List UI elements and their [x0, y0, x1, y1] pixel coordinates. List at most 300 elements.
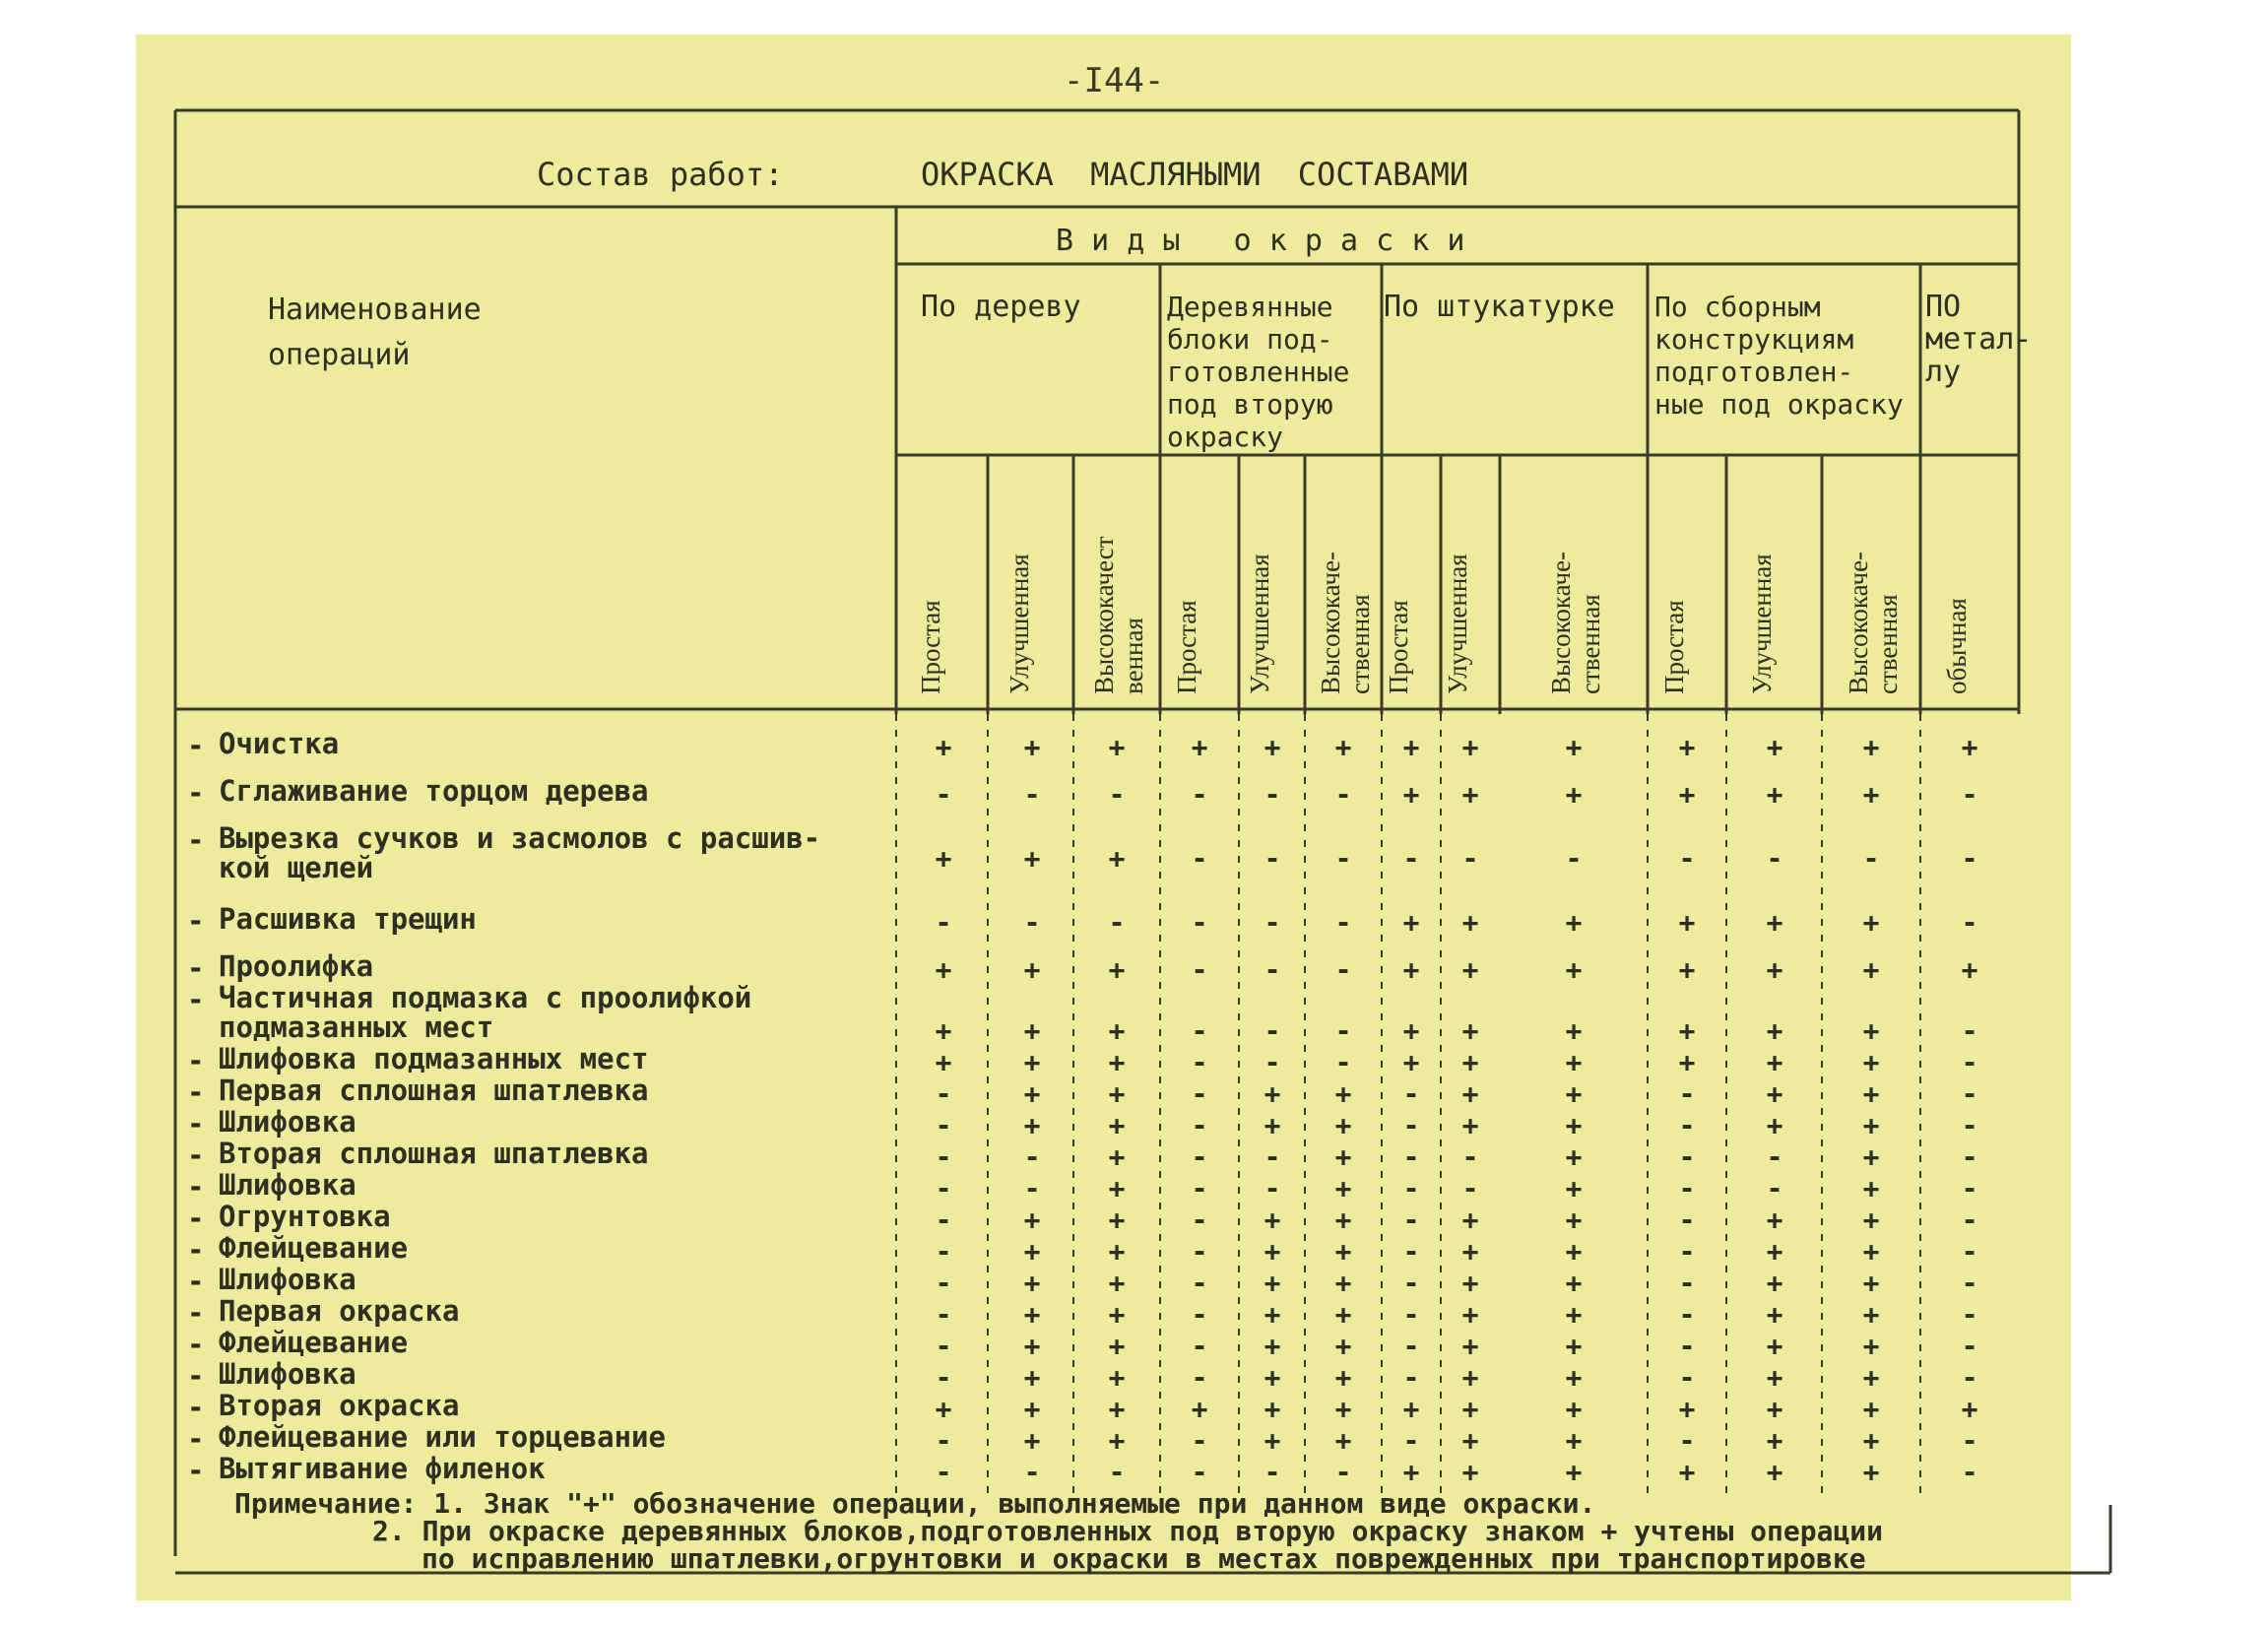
mark-cell: +: [1862, 1140, 1880, 1173]
mark-cell: +: [1108, 1204, 1126, 1236]
mark-cell: -: [1678, 1424, 1696, 1457]
mark-cell: +: [1961, 953, 1978, 986]
mark-cell: +: [935, 953, 952, 986]
mark-cell: +: [1023, 1109, 1041, 1141]
mark-cell: +: [1565, 1014, 1583, 1047]
mark-cell: -: [1961, 1330, 1978, 1362]
operations-column-header: Наименование операций: [268, 293, 482, 372]
mark-cell: +: [1766, 1361, 1783, 1394]
mark-cell: +: [1565, 1393, 1583, 1425]
mark-cell: -: [1334, 1014, 1352, 1047]
mark-cell: -: [1402, 1204, 1420, 1236]
mark-cell: +: [1862, 1109, 1880, 1141]
mark-cell: +: [1461, 1424, 1479, 1457]
row-bullet: -: [187, 1359, 205, 1393]
mark-cell: -: [1402, 1140, 1420, 1173]
mark-cell: +: [1023, 1424, 1041, 1457]
mark-cell: +: [1678, 953, 1696, 986]
mark-cell: +: [1862, 778, 1880, 811]
mark-cell: +: [1023, 1046, 1041, 1078]
mark-cell: -: [1191, 1298, 1208, 1331]
mark-cell: -: [1402, 1298, 1420, 1331]
mark-cell: +: [1334, 1172, 1352, 1205]
mark-cell: +: [1264, 1424, 1281, 1457]
mark-cell: +: [1862, 1204, 1880, 1236]
mark-cell: -: [1264, 1140, 1281, 1173]
mark-cell: +: [1023, 731, 1041, 763]
subcolumn-label: Высококаче- ственная: [1844, 551, 1903, 694]
mark-cell: -: [1023, 778, 1041, 811]
mark-cell: -: [1961, 1204, 1978, 1236]
mark-cell: -: [1678, 1298, 1696, 1331]
mark-cell: +: [1264, 731, 1281, 763]
mark-cell: +: [1023, 1267, 1041, 1299]
mark-cell: +: [1862, 1267, 1880, 1299]
subcolumn-label: Простая: [1659, 600, 1689, 694]
mark-cell: -: [1334, 953, 1352, 986]
mark-cell: -: [1402, 1330, 1420, 1362]
mark-cell: +: [1461, 1077, 1479, 1110]
paint-types-header: В и д ы о к р а с к и: [1056, 224, 1465, 258]
title-label: Состав работ:: [537, 156, 784, 193]
mark-cell: +: [1334, 1204, 1352, 1236]
mark-cell: +: [1402, 1393, 1420, 1425]
mark-cell: +: [1191, 1393, 1208, 1425]
mark-cell: +: [1862, 1014, 1880, 1047]
mark-cell: +: [1108, 1109, 1126, 1141]
mark-cell: +: [1334, 1077, 1352, 1110]
mark-cell: +: [1334, 1109, 1352, 1141]
mark-cell: -: [1678, 1330, 1696, 1362]
mark-cell: -: [1678, 1077, 1696, 1110]
row-bullet: -: [187, 1328, 205, 1361]
mark-cell: +: [1766, 778, 1783, 811]
mark-cell: -: [1402, 1109, 1420, 1141]
mark-cell: -: [1961, 1298, 1978, 1331]
mark-cell: +: [1023, 1393, 1041, 1425]
mark-cell: -: [935, 1361, 952, 1394]
mark-cell: +: [1191, 731, 1208, 763]
mark-cell: +: [1565, 1172, 1583, 1205]
mark-cell: +: [1678, 731, 1696, 763]
mark-cell: +: [1862, 906, 1880, 939]
mark-cell: +: [1678, 1014, 1696, 1047]
row-bullet: -: [187, 951, 205, 985]
mark-cell: -: [1402, 1172, 1420, 1205]
subcolumn-label: Простая: [1172, 600, 1201, 694]
group-plaster: По штукатурке: [1384, 290, 1615, 324]
mark-cell: -: [1678, 1109, 1696, 1141]
mark-cell: +: [1862, 1393, 1880, 1425]
mark-cell: -: [1191, 778, 1208, 811]
group-metal: ПО метал- лу: [1925, 290, 2033, 389]
mark-cell: +: [1108, 1172, 1126, 1205]
mark-cell: +: [1766, 1046, 1783, 1078]
mark-cell: +: [1108, 1298, 1126, 1331]
mark-cell: +: [1678, 1393, 1696, 1425]
mark-cell: -: [935, 1204, 952, 1236]
mark-cell: -: [1961, 1014, 1978, 1047]
mark-cell: +: [1023, 842, 1041, 875]
mark-cell: -: [1191, 953, 1208, 986]
mark-cell: +: [1766, 1204, 1783, 1236]
mark-cell: -: [1334, 1046, 1352, 1078]
operation-name: Вторая окраска: [219, 1389, 460, 1422]
mark-cell: -: [1961, 1235, 1978, 1268]
mark-cell: +: [1565, 1140, 1583, 1173]
mark-cell: +: [1264, 1204, 1281, 1236]
mark-cell: -: [1961, 1172, 1978, 1205]
mark-cell: +: [1565, 1077, 1583, 1110]
mark-cell: +: [1108, 1140, 1126, 1173]
note-1: Примечание: 1. Знак "+" обозначение операции, выполняемые при данном виде окраски.: [234, 1487, 1596, 1520]
row-bullet: -: [187, 1454, 205, 1487]
mark-cell: -: [935, 1109, 952, 1141]
mark-cell: +: [935, 1393, 952, 1425]
mark-cell: +: [1565, 1046, 1583, 1078]
mark-cell: +: [1565, 1330, 1583, 1362]
mark-cell: -: [1334, 842, 1352, 875]
mark-cell: +: [1461, 1456, 1479, 1488]
operation-name: Огрунтовка: [219, 1200, 391, 1233]
mark-cell: +: [1961, 731, 1978, 763]
operation-name: Сглаживание торцом дерева: [219, 774, 649, 808]
mark-cell: +: [1023, 1204, 1041, 1236]
mark-cell: +: [1565, 906, 1583, 939]
mark-cell: -: [1961, 1109, 1978, 1141]
mark-cell: -: [935, 1298, 952, 1331]
mark-cell: +: [1023, 1330, 1041, 1362]
row-bullet: -: [187, 1296, 205, 1330]
operation-name: Шлифовка: [219, 1357, 356, 1391]
mark-cell: +: [1678, 1046, 1696, 1078]
mark-cell: -: [1461, 842, 1479, 875]
mark-cell: -: [1862, 842, 1880, 875]
mark-cell: +: [1565, 1298, 1583, 1331]
mark-cell: -: [1678, 1235, 1696, 1268]
mark-cell: +: [1108, 1077, 1126, 1110]
mark-cell: -: [1565, 842, 1583, 875]
mark-cell: +: [1108, 1361, 1126, 1394]
mark-cell: -: [1264, 1014, 1281, 1047]
group-wood-blocks: Деревянные блоки под- готовленные под вторую окраску: [1167, 291, 1350, 453]
mark-cell: -: [935, 1235, 952, 1268]
mark-cell: -: [1678, 842, 1696, 875]
title-value: ОКРАСКА МАСЛЯНЫМИ СОСТАВАМИ: [921, 156, 1469, 193]
mark-cell: +: [1766, 953, 1783, 986]
mark-cell: -: [1191, 1330, 1208, 1362]
mark-cell: +: [1023, 1077, 1041, 1110]
mark-cell: -: [1264, 778, 1281, 811]
group-precast: По сборным конструкциям подготовлен- ные под окраску: [1654, 291, 1904, 421]
mark-cell: -: [1191, 1456, 1208, 1488]
mark-cell: +: [1264, 1077, 1281, 1110]
mark-cell: -: [935, 1456, 952, 1488]
mark-cell: -: [935, 1424, 952, 1457]
mark-cell: +: [1108, 953, 1126, 986]
mark-cell: -: [1264, 1172, 1281, 1205]
subcolumn-label: обычная: [1942, 598, 1972, 694]
mark-cell: +: [1565, 1267, 1583, 1299]
mark-cell: -: [1191, 1235, 1208, 1268]
operation-name: Первая сплошная шпатлевка: [219, 1074, 649, 1107]
row-bullet: -: [187, 1075, 205, 1109]
operation-name: Флейцевание или торцевание: [219, 1420, 666, 1454]
mark-cell: +: [1108, 1267, 1126, 1299]
mark-cell: +: [1862, 731, 1880, 763]
mark-cell: +: [1862, 1456, 1880, 1488]
mark-cell: +: [1108, 1046, 1126, 1078]
mark-cell: +: [1565, 1109, 1583, 1141]
mark-cell: +: [1862, 1235, 1880, 1268]
mark-cell: -: [1961, 1424, 1978, 1457]
mark-cell: -: [1961, 1456, 1978, 1488]
mark-cell: -: [1264, 953, 1281, 986]
mark-cell: +: [1766, 731, 1783, 763]
mark-cell: -: [1961, 842, 1978, 875]
mark-cell: +: [935, 1014, 952, 1047]
mark-cell: +: [1461, 953, 1479, 986]
row-bullet: -: [187, 1233, 205, 1267]
mark-cell: +: [1334, 1140, 1352, 1173]
mark-cell: +: [935, 731, 952, 763]
mark-cell: +: [1565, 1424, 1583, 1457]
mark-cell: +: [1108, 731, 1126, 763]
operation-name: Вытягивание филенок: [219, 1452, 546, 1485]
mark-cell: +: [1402, 1456, 1420, 1488]
mark-cell: +: [1766, 1235, 1783, 1268]
mark-cell: +: [1678, 778, 1696, 811]
mark-cell: +: [1766, 1267, 1783, 1299]
mark-cell: +: [1862, 1361, 1880, 1394]
operation-name: Шлифовка: [219, 1105, 356, 1139]
row-bullet: -: [187, 823, 205, 857]
mark-cell: +: [1264, 1393, 1281, 1425]
note-2: 2. При окраске деревянных блоков,подготовленных под вторую окраску знаком + учтены операции: [372, 1515, 1884, 1547]
mark-cell: -: [1678, 1140, 1696, 1173]
mark-cell: +: [1264, 1109, 1281, 1141]
mark-cell: +: [1334, 1298, 1352, 1331]
mark-cell: -: [1264, 1046, 1281, 1078]
mark-cell: -: [1108, 1456, 1126, 1488]
row-bullet: -: [187, 1139, 205, 1172]
mark-cell: -: [935, 906, 952, 939]
mark-cell: +: [1264, 1235, 1281, 1268]
mark-cell: -: [1766, 842, 1783, 875]
row-bullet: -: [187, 1202, 205, 1235]
mark-cell: +: [1565, 731, 1583, 763]
mark-cell: -: [1023, 906, 1041, 939]
mark-cell: +: [1766, 1424, 1783, 1457]
mark-cell: -: [1461, 1172, 1479, 1205]
mark-cell: -: [935, 1330, 952, 1362]
mark-cell: -: [1191, 1046, 1208, 1078]
mark-cell: -: [1961, 1046, 1978, 1078]
mark-cell: -: [1264, 1456, 1281, 1488]
mark-cell: +: [1334, 731, 1352, 763]
subcolumn-label: Высококаче- ственная: [1316, 551, 1375, 694]
mark-cell: +: [1766, 1298, 1783, 1331]
mark-cell: +: [1461, 1014, 1479, 1047]
mark-cell: +: [1023, 953, 1041, 986]
mark-cell: +: [1334, 1361, 1352, 1394]
mark-cell: +: [1023, 1298, 1041, 1331]
mark-cell: -: [1402, 1267, 1420, 1299]
mark-cell: -: [1678, 1172, 1696, 1205]
mark-cell: +: [1461, 1109, 1479, 1141]
mark-cell: +: [1461, 1046, 1479, 1078]
operation-name: Проолифка: [219, 949, 374, 983]
mark-cell: +: [1334, 1424, 1352, 1457]
operation-name: Шлифовка подмазанных мест: [219, 1042, 649, 1075]
mark-cell: +: [1766, 1077, 1783, 1110]
mark-cell: +: [1766, 1109, 1783, 1141]
page-number: -I44-: [1064, 61, 1165, 100]
mark-cell: -: [1191, 1140, 1208, 1173]
mark-cell: +: [1461, 1267, 1479, 1299]
mark-cell: -: [1334, 778, 1352, 811]
mark-cell: +: [1678, 906, 1696, 939]
mark-cell: -: [1402, 1424, 1420, 1457]
mark-cell: +: [1461, 1393, 1479, 1425]
operation-name: Вырезка сучков и засмолов с расшив- кой щелей: [219, 821, 821, 884]
mark-cell: +: [1264, 1298, 1281, 1331]
row-bullet: -: [187, 1422, 205, 1456]
row-bullet: -: [187, 776, 205, 810]
mark-cell: -: [1402, 1235, 1420, 1268]
mark-cell: -: [1191, 1077, 1208, 1110]
mark-cell: +: [1678, 1456, 1696, 1488]
subcolumn-label: Улучшенная: [1747, 554, 1777, 694]
subcolumn-label: Улучшенная: [1004, 554, 1034, 694]
operation-name: Флейцевание: [219, 1326, 409, 1359]
operation-name: Вторая сплошная шпатлевка: [219, 1137, 649, 1170]
mark-cell: +: [1108, 1014, 1126, 1047]
mark-cell: -: [1766, 1140, 1783, 1173]
mark-cell: -: [935, 1077, 952, 1110]
mark-cell: -: [935, 1140, 952, 1173]
mark-cell: +: [1264, 1330, 1281, 1362]
mark-cell: +: [1461, 1204, 1479, 1236]
mark-cell: +: [1766, 1456, 1783, 1488]
mark-cell: +: [1461, 1235, 1479, 1268]
mark-cell: +: [1108, 842, 1126, 875]
row-bullet: -: [187, 1265, 205, 1298]
mark-cell: -: [1402, 1361, 1420, 1394]
mark-cell: -: [1961, 1267, 1978, 1299]
operation-name: Шлифовка: [219, 1168, 356, 1202]
mark-cell: +: [1334, 1267, 1352, 1299]
subcolumn-label: Улучшенная: [1443, 554, 1472, 694]
mark-cell: +: [1402, 778, 1420, 811]
group-wood: По дереву: [921, 290, 1081, 324]
mark-cell: +: [1766, 1393, 1783, 1425]
row-bullet: -: [187, 1170, 205, 1204]
mark-cell: -: [1402, 842, 1420, 875]
mark-cell: -: [1191, 906, 1208, 939]
mark-cell: +: [1565, 1204, 1583, 1236]
mark-cell: -: [1108, 906, 1126, 939]
mark-cell: +: [1108, 1330, 1126, 1362]
mark-cell: -: [1334, 1456, 1352, 1488]
mark-cell: -: [1334, 906, 1352, 939]
mark-cell: +: [1023, 1235, 1041, 1268]
mark-cell: -: [1402, 1077, 1420, 1110]
mark-cell: +: [1402, 731, 1420, 763]
subcolumn-label: Улучшенная: [1245, 554, 1274, 694]
mark-cell: -: [1191, 1109, 1208, 1141]
mark-cell: +: [1961, 1393, 1978, 1425]
operation-name: Флейцевание: [219, 1231, 409, 1265]
operation-name: Шлифовка: [219, 1263, 356, 1296]
mark-cell: -: [1678, 1361, 1696, 1394]
row-bullet: -: [187, 1044, 205, 1077]
mark-cell: +: [1862, 1424, 1880, 1457]
mark-cell: -: [1191, 1204, 1208, 1236]
mark-cell: -: [1961, 1361, 1978, 1394]
row-bullet: -: [187, 983, 205, 1016]
mark-cell: -: [1961, 1140, 1978, 1173]
mark-cell: -: [1023, 1456, 1041, 1488]
mark-cell: +: [1461, 1330, 1479, 1362]
mark-cell: +: [1862, 1046, 1880, 1078]
mark-cell: +: [1334, 1235, 1352, 1268]
operation-name: Первая окраска: [219, 1294, 460, 1328]
mark-cell: +: [1862, 953, 1880, 986]
mark-cell: -: [1191, 842, 1208, 875]
mark-cell: -: [1766, 1172, 1783, 1205]
mark-cell: +: [1766, 906, 1783, 939]
operation-name: Очистка: [219, 727, 340, 760]
mark-cell: +: [1334, 1393, 1352, 1425]
mark-cell: -: [1961, 1077, 1978, 1110]
mark-cell: +: [1461, 1361, 1479, 1394]
mark-cell: -: [1191, 1014, 1208, 1047]
mark-cell: +: [1402, 953, 1420, 986]
mark-cell: +: [1402, 1046, 1420, 1078]
mark-cell: -: [1023, 1140, 1041, 1173]
mark-cell: +: [935, 1046, 952, 1078]
mark-cell: -: [1461, 1140, 1479, 1173]
mark-cell: -: [1191, 1267, 1208, 1299]
mark-cell: -: [935, 1172, 952, 1205]
mark-cell: -: [1678, 1204, 1696, 1236]
subcolumn-label: Высококаче- ственная: [1546, 551, 1605, 694]
mark-cell: +: [1108, 1235, 1126, 1268]
subcolumn-label: Простая: [916, 600, 945, 694]
mark-cell: -: [1678, 1267, 1696, 1299]
mark-cell: +: [1402, 1014, 1420, 1047]
mark-cell: +: [1862, 1298, 1880, 1331]
mark-cell: +: [1565, 1456, 1583, 1488]
mark-cell: -: [935, 778, 952, 811]
mark-cell: +: [1108, 1424, 1126, 1457]
mark-cell: +: [1461, 731, 1479, 763]
subcolumn-label: Высококачест венная: [1089, 536, 1148, 694]
mark-cell: -: [1191, 1361, 1208, 1394]
mark-cell: -: [1264, 842, 1281, 875]
mark-cell: +: [1461, 778, 1479, 811]
mark-cell: +: [1862, 1077, 1880, 1110]
mark-cell: -: [1264, 906, 1281, 939]
mark-cell: +: [1862, 1330, 1880, 1362]
mark-cell: +: [1264, 1361, 1281, 1394]
row-bullet: -: [187, 1107, 205, 1140]
operation-name: Частичная подмазка с проолифкой подмазанных мест: [219, 981, 752, 1044]
mark-cell: +: [1565, 953, 1583, 986]
mark-cell: -: [1023, 1172, 1041, 1205]
mark-cell: -: [1961, 906, 1978, 939]
